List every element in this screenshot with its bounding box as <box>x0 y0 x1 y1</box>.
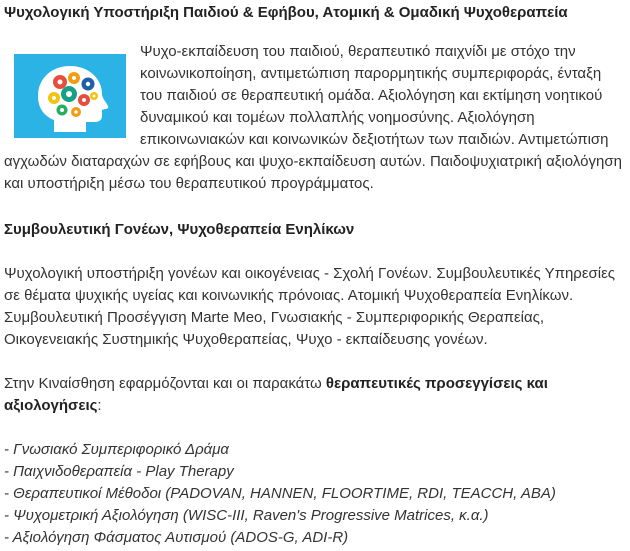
head-gears-icon <box>14 54 126 138</box>
list-item: - Παιχνιδοθεραπεία - Play Therapy <box>4 463 234 480</box>
approaches-list <box>4 439 626 549</box>
approaches-intro-text: Στην Κιναίσθηση εφαρμόζονται και οι παρακάτω <box>4 375 326 392</box>
section-child-support <box>4 41 626 195</box>
list-item: - Θεραπευτικοί Μέθοδοι (PADOVAN, HANNEN, FLOORTIME, RDI, TEACCH, ABA) <box>4 485 556 502</box>
approaches-intro-bold: θεραπευτικές προσεγγίσεις και αξιολογήσεις <box>4 375 548 414</box>
approaches-intro-end: : <box>97 397 102 414</box>
section-title-parents-adults: Συμβουλευτική Γονέων, Ψυχοθεραπεία Ενηλίκων <box>4 221 355 238</box>
list-item: - Αξιολόγηση Φάσματος Αυτισμού (ADOS-G, ADI-R) <box>4 529 349 546</box>
section-title-child-support: Ψυχολογική Υποστήριξη Παιδιού & Εφήβου, Ατομική & Ομαδική Ψυχοθεραπεία <box>4 4 568 21</box>
section-text-child-support: Ψυχο-εκπαίδευση του παιδιού, θεραπευτικό παιχνίδι με στόχο την κοινωνικοποίηση, αντιμετώπιση παρορμητικής συμπεριφοράς, ένταξη του παιδιού σε θεραπευτική ομάδα. Αξιολόγηση και εκτίμηση νοητικού δυναμικού και τομέων πολλαπλής νοημοσύνης. Αξιολόγηση επικοινωνιακών και κοινωνικών δεξιοτήτων των παιδιών. Αντιμετώπιση αγχωδών διαταραχών σε εφήβους και ψυχο-εκπαίδευση αυτών. Παιδοψυχιατρική αξιολόγηση και υποστήριξη μέσω του θεραπευτικού προγράμματος. <box>4 43 622 192</box>
approaches-intro <box>4 373 626 417</box>
list-item: - Ψυχομετρική Αξιολόγηση (WISC-III, Raven's Progressive Matrices, κ.α.) <box>4 507 489 524</box>
list-item: - Γνωσιακό Συμπεριφορικό Δράμα <box>4 441 229 458</box>
section-text-parents-adults: Ψυχολογική υποστήριξη γονέων και οικογένειας - Σχολή Γονέων. Συμβουλευτικές Υπηρεσίες σε θέματα ψυχικής υγείας και κοινωνικής πρόνοιας. Ατομική Ψυχοθεραπεία Ενηλίκων. Συμβουλευτική Προσέγγιση Marte Meo, Γνωσιακής - Συμπεριφορικής Θεραπείας, Οικογενειακής Συστημικής Ψυχοθεραπείας, Ψυχο - εκπαίδευσης γονέων. <box>4 265 616 348</box>
